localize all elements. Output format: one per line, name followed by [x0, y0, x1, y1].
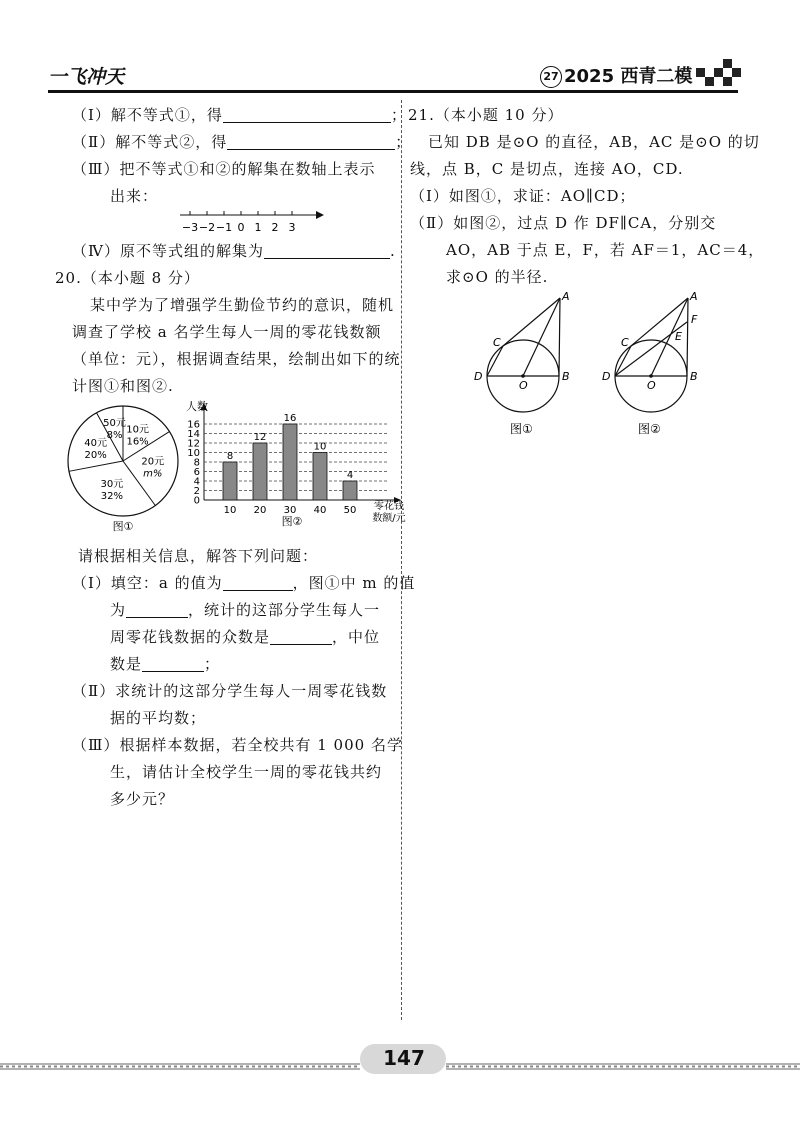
x-tick-label: 30: [283, 505, 297, 516]
y-tick-label: 10: [187, 448, 200, 459]
y-tick-label: 0: [193, 495, 200, 507]
fig1-caption: 图①: [510, 422, 533, 436]
pie-slice-label: 40元: [84, 438, 107, 450]
fig2-label-o: O: [647, 379, 656, 392]
number-line-tick-label: 2: [271, 221, 279, 234]
q19-part3-line1: （Ⅲ）把不等式①和②的解集在数轴上表示: [72, 160, 376, 178]
y-tick-label: 12: [187, 438, 200, 450]
page-number: 147: [383, 1046, 425, 1070]
bar-value-label: 10: [313, 441, 327, 453]
bar: [343, 481, 357, 500]
brand-title: 一飞冲天: [48, 66, 125, 88]
x-tick-label: 40: [313, 505, 327, 516]
geometry-figure-1: [468, 288, 588, 448]
bar: [223, 462, 237, 500]
fig1-label-b: B: [562, 370, 570, 383]
bar-value-label: 4: [346, 470, 354, 481]
pie-slice-label: 10元: [126, 424, 149, 436]
q20-ii-line2: 据的平均数；: [110, 709, 207, 727]
number-line-tick-label: −2: [198, 221, 216, 234]
bar-value-label: 8: [226, 451, 234, 462]
y-tick-label: 8: [193, 457, 200, 469]
pie-slice-label: 20元: [141, 456, 165, 468]
bar: [313, 453, 327, 501]
q21-part2-line3: 求⊙O 的半径.: [446, 268, 549, 286]
number-line: [176, 205, 326, 235]
fig1-label-o: O: [519, 379, 528, 392]
x-axis-label-line2: 数额/元: [372, 513, 406, 524]
number-line-tick-label: −1: [215, 221, 233, 234]
fig2-label-f: F: [691, 313, 698, 326]
q19-part3-line2: 出来：: [110, 187, 159, 205]
header-rule: [48, 90, 738, 93]
pie-slice-label: 50元: [103, 417, 126, 429]
pie-slice-percent: 8%: [106, 429, 123, 441]
circled-number: 27: [540, 66, 562, 88]
q20-i-line2: 为 ，统计的这部分学生每人一: [110, 601, 381, 619]
bar-caption: 图②: [281, 515, 303, 528]
x-tick-label: 50: [343, 505, 357, 516]
y-axis-label: 人数: [186, 400, 208, 413]
q20-iii-line1: （Ⅲ）根据样本数据，若全校共有 1 000 名学: [72, 736, 403, 754]
checker-decoration: [696, 58, 740, 88]
bar-value-label: 16: [283, 413, 297, 424]
fig2-label-e: E: [675, 330, 682, 343]
q21-part2-line2: AO，AB 于点 E，F，若 AF＝1，AC＝4，: [446, 241, 765, 259]
number-line-tick-label: 0: [237, 221, 245, 234]
q20-iii-line3: 多少元？: [110, 790, 175, 808]
q20-i-line3: 周零花钱数据的众数是 ，中位: [110, 628, 381, 646]
y-tick-label: 14: [187, 429, 200, 440]
number-line-tick-label: 3: [288, 221, 296, 234]
y-tick-label: 4: [193, 476, 200, 488]
pie-slice-percent: m%: [143, 468, 163, 480]
fig1-label-c: C: [493, 336, 501, 349]
geometry-figure-2: [596, 288, 716, 448]
exam-title-text: 2025 西青二模: [564, 66, 693, 87]
q21-title: 21.（本小题 10 分）: [408, 106, 564, 124]
y-tick-label: 2: [193, 486, 200, 497]
fig2-label-d: D: [602, 370, 611, 383]
q21-text1: 已知 DB 是⊙O 的直径，AB，AC 是⊙O 的切: [428, 133, 760, 151]
q20-iii-line2: 生，请估计全校学生一周的零花钱共约: [110, 763, 383, 781]
bar: [283, 424, 297, 500]
q20-text1: 某中学为了增强学生勤俭节约的意识，随机: [90, 296, 395, 314]
pie-slice-percent: 32%: [100, 491, 123, 503]
pie-slice-label: 30元: [100, 479, 124, 491]
q19-part1: （Ⅰ）解不等式①，得 ；: [72, 106, 407, 124]
number-line-tick-label: 1: [254, 221, 262, 234]
pie-slice-percent: 16%: [126, 436, 149, 448]
bar-value-label: 12: [253, 432, 267, 443]
column-divider: [401, 100, 402, 1020]
x-tick-label: 10: [223, 505, 237, 516]
bar-chart: [170, 400, 406, 535]
y-tick-label: 16: [187, 419, 200, 431]
pie-caption: 图①: [112, 520, 134, 533]
q20-text3: （单位：元），根据调查结果，绘制出如下的统: [72, 350, 401, 368]
x-tick-label: 20: [253, 505, 267, 516]
fig2-caption: 图②: [638, 422, 661, 436]
questions-intro: 请根据相关信息，解答下列问题：: [78, 547, 319, 565]
q20-i-line1: （Ⅰ）填空：a 的值为 ，图①中 m 的值: [72, 574, 416, 592]
q20-text4: 计图①和图②.: [72, 377, 174, 395]
pie-slice-percent: 20%: [84, 450, 107, 462]
number-line-tick-label: −3: [181, 221, 199, 234]
q20-title: 20.（本小题 8 分）: [55, 269, 200, 287]
fig1-label-d: D: [474, 370, 483, 383]
y-tick-label: 6: [193, 467, 200, 478]
q20-i-line4: 数是 ；: [110, 655, 221, 673]
q19-part2: （Ⅱ）解不等式②，得 ；: [72, 133, 412, 151]
q21-part2-line1: （Ⅱ）如图②，过点 D 作 DF∥CA，分别交: [410, 214, 717, 232]
exam-title: [540, 62, 692, 88]
x-axis-label: 零花钱: [374, 501, 404, 512]
q21-text2: 线，点 B，C 是切点，连接 AO，CD.: [410, 160, 684, 178]
fig1-label-a: A: [562, 290, 570, 303]
fig2-label-a: A: [690, 290, 698, 303]
bar: [253, 443, 267, 500]
q19-part4: （Ⅳ）原不等式组的解集为 .: [72, 242, 396, 260]
q21-part1: （Ⅰ）如图①，求证：AO∥CD；: [410, 187, 636, 205]
q20-ii-line1: （Ⅱ）求统计的这部分学生每人一周零花钱数: [72, 682, 388, 700]
pie-chart: [62, 405, 184, 535]
fig2-label-c: C: [621, 336, 629, 349]
fig2-label-b: B: [690, 370, 698, 383]
q20-text2: 调查了学校 a 名学生每人一周的零花钱数额: [72, 323, 382, 341]
